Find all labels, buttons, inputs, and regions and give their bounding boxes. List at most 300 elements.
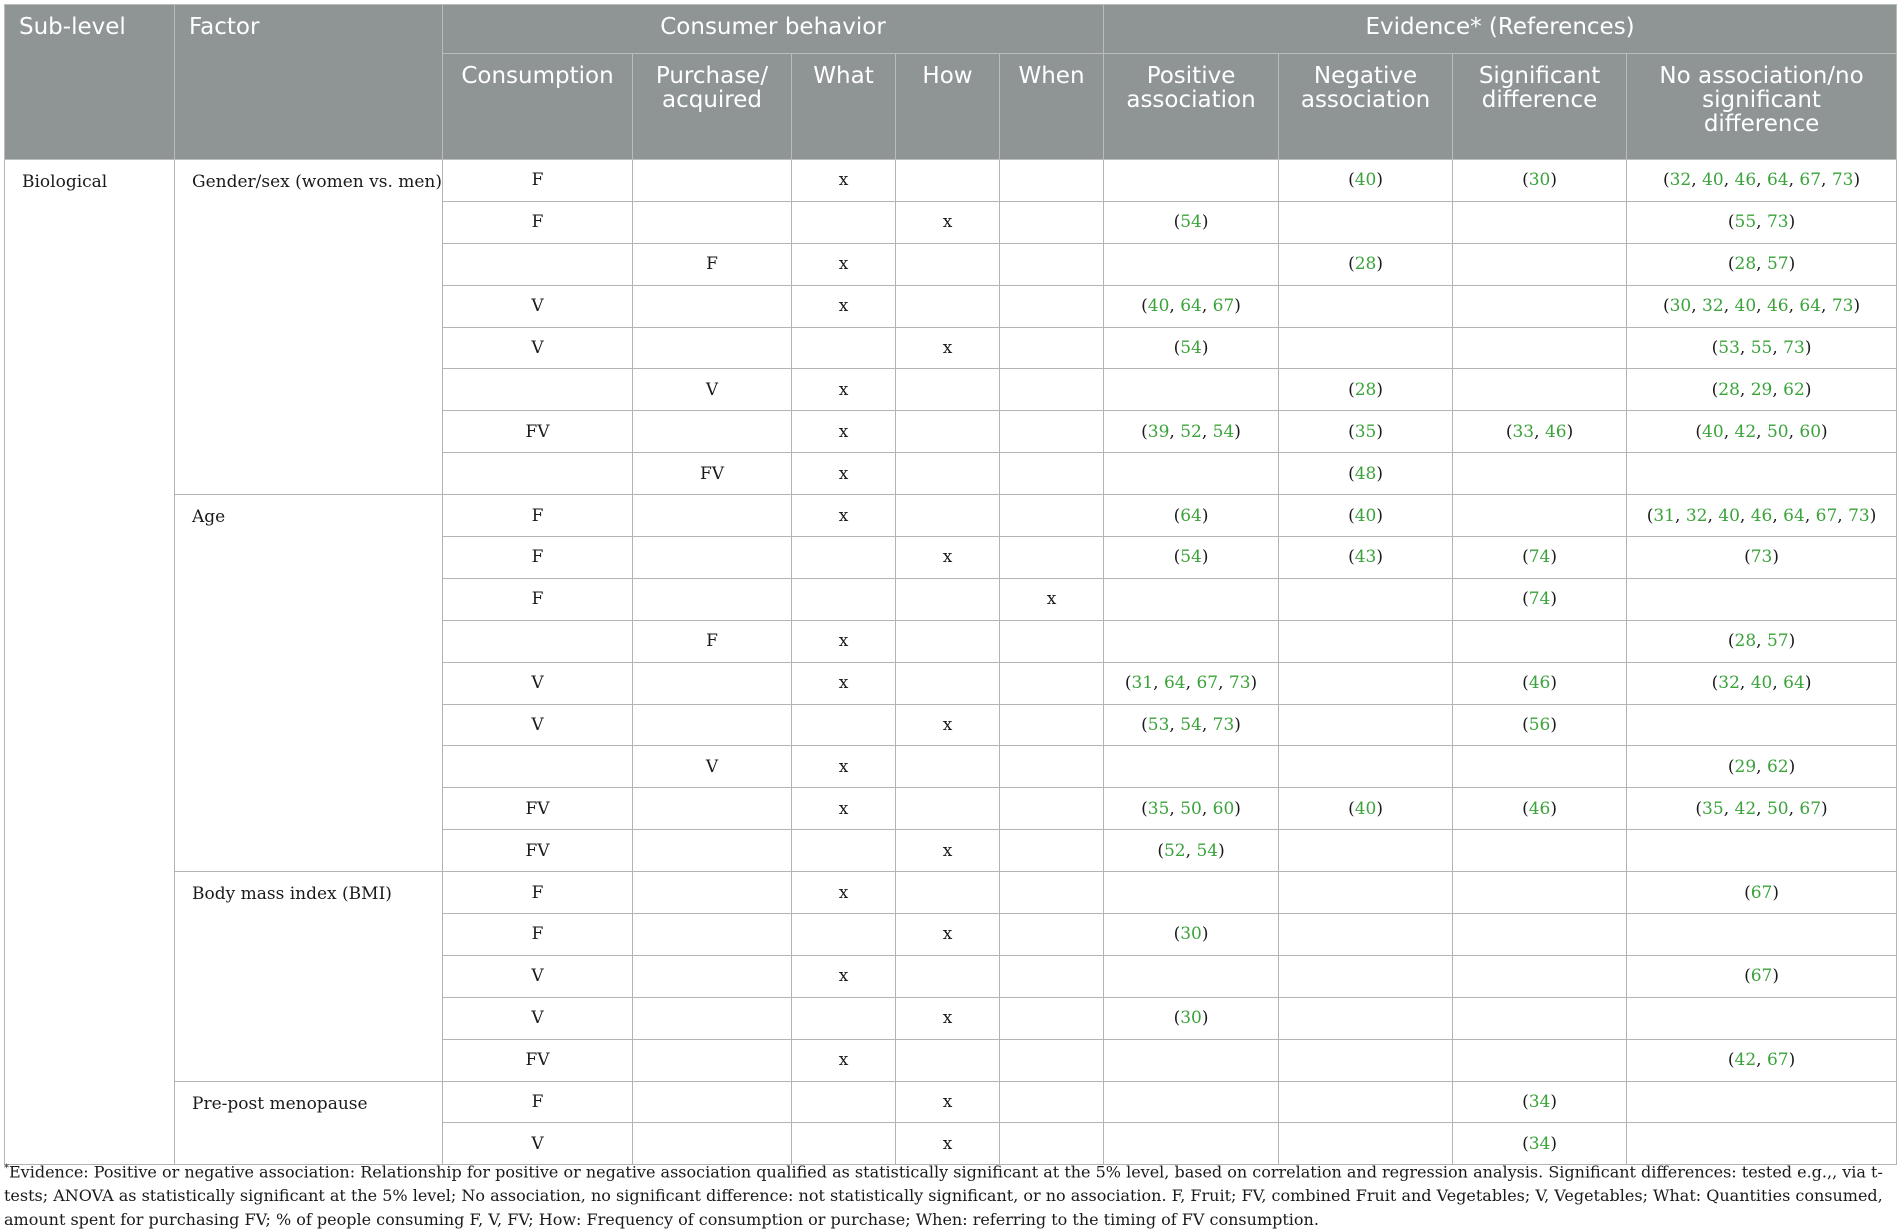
negative-cell — [1279, 578, 1453, 620]
when-cell — [1000, 243, 1104, 285]
reference-link[interactable]: 67 — [1766, 1050, 1789, 1071]
consumption-cell: V — [443, 662, 633, 704]
positive-cell — [1104, 243, 1279, 285]
consumption-cell: F — [443, 578, 633, 620]
none-cell: (35, 42, 50, 67) — [1627, 788, 1897, 830]
reference-link[interactable]: 46 — [1528, 798, 1551, 819]
reference-link[interactable]: 32 — [1718, 673, 1740, 694]
reference-link[interactable]: 73 — [1831, 296, 1854, 317]
consumption-cell: FV — [443, 788, 633, 830]
factor-cell: Pre-post menopause — [175, 1081, 443, 1165]
reference-link[interactable]: 74 — [1528, 589, 1551, 610]
positive-cell — [1104, 578, 1279, 620]
consumption-cell: F — [443, 1081, 633, 1123]
how-cell — [896, 453, 1000, 495]
consumption-cell: V — [443, 955, 633, 997]
what-cell: x — [792, 746, 896, 788]
reference-link[interactable]: 57 — [1766, 254, 1789, 275]
positive-cell — [1104, 453, 1279, 495]
reference-link[interactable]: 56 — [1528, 715, 1551, 736]
significant-cell: (56) — [1453, 704, 1627, 746]
purchase-cell — [633, 914, 792, 956]
reference-link[interactable]: 40 — [1750, 673, 1773, 694]
how-cell — [896, 746, 1000, 788]
none-cell: (32, 40, 46, 64, 67, 73) — [1627, 160, 1897, 202]
factor-cell: Age — [175, 495, 443, 872]
header-negative-line1: Negative — [1313, 63, 1418, 89]
when-cell — [1000, 411, 1104, 453]
reference-link[interactable]: 57 — [1766, 631, 1789, 652]
reference-link[interactable]: 33 — [1512, 421, 1535, 442]
reference-link[interactable]: 43 — [1354, 547, 1377, 568]
none-cell: (42, 67) — [1627, 1039, 1897, 1081]
significant-cell: (34) — [1453, 1123, 1627, 1165]
header-positive-line1: Positive — [1146, 63, 1236, 89]
reference-link[interactable]: 64 — [1163, 673, 1186, 694]
purchase-cell: F — [633, 243, 792, 285]
what-cell: x — [792, 788, 896, 830]
reference-link[interactable]: 32 — [1685, 505, 1708, 526]
when-cell — [1000, 201, 1104, 243]
consumption-cell: F — [443, 872, 633, 914]
reference-link[interactable]: 40 — [1354, 798, 1377, 819]
how-cell: x — [896, 1081, 1000, 1123]
reference-link[interactable]: 46 — [1750, 505, 1773, 526]
reference-link[interactable]: 40 — [1702, 170, 1724, 191]
negative-cell — [1279, 1081, 1453, 1123]
positive-cell: (31, 64, 67, 73) — [1104, 662, 1279, 704]
table-row — [5, 495, 1897, 537]
when-cell — [1000, 746, 1104, 788]
consumption-cell — [443, 369, 633, 411]
purchase-cell — [633, 578, 792, 620]
positive-cell — [1104, 1081, 1279, 1123]
when-cell — [1000, 453, 1104, 495]
header-no-association — [1627, 54, 1897, 160]
how-cell: x — [896, 327, 1000, 369]
reference-link[interactable]: 62 — [1783, 379, 1805, 400]
reference-link[interactable]: 60 — [1799, 421, 1822, 442]
how-cell — [896, 620, 1000, 662]
reference-link[interactable]: 31 — [1653, 505, 1675, 526]
positive-cell — [1104, 955, 1279, 997]
positive-cell: (35, 50, 60) — [1104, 788, 1279, 830]
when-cell: x — [1000, 578, 1104, 620]
positive-cell: (39, 52, 54) — [1104, 411, 1279, 453]
when-cell — [1000, 872, 1104, 914]
how-cell: x — [896, 201, 1000, 243]
negative-cell — [1279, 285, 1453, 327]
significant-cell — [1453, 285, 1627, 327]
reference-link[interactable]: 48 — [1354, 463, 1377, 484]
how-cell: x — [896, 1123, 1000, 1165]
reference-link[interactable]: 73 — [1831, 170, 1854, 191]
purchase-cell — [633, 1081, 792, 1123]
purchase-cell — [633, 201, 792, 243]
significant-cell — [1453, 914, 1627, 956]
negative-cell: (40) — [1279, 160, 1453, 202]
purchase-cell — [633, 1039, 792, 1081]
what-cell: x — [792, 369, 896, 411]
what-cell — [792, 578, 896, 620]
reference-link[interactable]: 67 — [1799, 170, 1822, 191]
negative-cell: (35) — [1279, 411, 1453, 453]
header-significant-line2: difference — [1481, 87, 1598, 113]
purchase-cell — [633, 662, 792, 704]
header-how: How — [896, 54, 1000, 160]
reference-link[interactable]: 64 — [1799, 296, 1822, 317]
reference-link[interactable]: 67 — [1799, 798, 1822, 819]
reference-link[interactable]: 52 — [1180, 421, 1202, 442]
reference-link[interactable]: 28 — [1354, 379, 1377, 400]
reference-link[interactable]: 42 — [1734, 798, 1757, 819]
header-consumer-behavior: Consumer behavior — [443, 5, 1104, 54]
reference-link[interactable]: 54 — [1180, 715, 1202, 736]
consumption-cell: V — [443, 997, 633, 1039]
consumption-cell — [443, 453, 633, 495]
reference-link[interactable]: 39 — [1147, 421, 1170, 442]
purchase-cell — [633, 327, 792, 369]
reference-link[interactable]: 40 — [1354, 505, 1377, 526]
none-cell: (67) — [1627, 872, 1897, 914]
consumption-cell — [443, 620, 633, 662]
consumption-cell: FV — [443, 1039, 633, 1081]
none-cell: (73) — [1627, 537, 1897, 579]
when-cell — [1000, 160, 1104, 202]
how-cell — [896, 1039, 1000, 1081]
reference-link[interactable]: 54 — [1212, 421, 1235, 442]
header-significant — [1453, 54, 1627, 160]
significant-cell — [1453, 746, 1627, 788]
what-cell: x — [792, 662, 896, 704]
reference-link[interactable]: 42 — [1734, 1050, 1757, 1071]
consumption-cell — [443, 243, 633, 285]
when-cell — [1000, 955, 1104, 997]
table-row — [5, 160, 1897, 202]
reference-link[interactable]: 32 — [1669, 170, 1692, 191]
reference-link[interactable]: 35 — [1702, 798, 1724, 819]
reference-link[interactable]: 67 — [1196, 673, 1219, 694]
significant-cell: (46) — [1453, 788, 1627, 830]
reference-link[interactable]: 64 — [1180, 505, 1202, 526]
reference-link[interactable]: 29 — [1734, 756, 1757, 777]
reference-link[interactable]: 67 — [1815, 505, 1838, 526]
reference-link[interactable]: 50 — [1766, 421, 1789, 442]
significant-cell — [1453, 243, 1627, 285]
none-cell — [1627, 830, 1897, 872]
table-body — [5, 160, 1897, 1165]
header-significant-line1: Significant — [1478, 63, 1601, 89]
table-row — [5, 872, 1897, 914]
reference-link[interactable]: 28 — [1734, 631, 1757, 652]
reference-link[interactable]: 28 — [1354, 254, 1377, 275]
reference-link[interactable]: 40 — [1702, 421, 1724, 442]
positive-cell — [1104, 872, 1279, 914]
when-cell — [1000, 369, 1104, 411]
how-cell — [896, 955, 1000, 997]
how-cell — [896, 285, 1000, 327]
reference-link[interactable]: 60 — [1212, 798, 1235, 819]
none-cell — [1627, 914, 1897, 956]
significant-cell — [1453, 997, 1627, 1039]
how-cell — [896, 369, 1000, 411]
reference-link[interactable]: 40 — [1354, 170, 1377, 191]
consumption-cell: V — [443, 327, 633, 369]
none-cell: (53, 55, 73) — [1627, 327, 1897, 369]
reference-link[interactable]: 55 — [1734, 212, 1757, 233]
reference-link[interactable]: 29 — [1750, 379, 1773, 400]
factor-cell: Body mass index (BMI) — [175, 872, 443, 1081]
none-cell: (40, 42, 50, 60) — [1627, 411, 1897, 453]
reference-link[interactable]: 40 — [1718, 505, 1740, 526]
none-cell: (31, 32, 40, 46, 64, 67, 73) — [1627, 495, 1897, 537]
reference-link[interactable]: 64 — [1180, 296, 1202, 317]
negative-cell — [1279, 955, 1453, 997]
significant-cell: (74) — [1453, 578, 1627, 620]
how-cell — [896, 788, 1000, 830]
negative-cell: (28) — [1279, 369, 1453, 411]
how-cell — [896, 578, 1000, 620]
header-negative-line2: association — [1300, 87, 1431, 113]
header-sub-level: Sub-level — [5, 5, 175, 160]
reference-link[interactable]: 54 — [1180, 547, 1202, 568]
what-cell: x — [792, 955, 896, 997]
positive-cell — [1104, 369, 1279, 411]
reference-link[interactable]: 54 — [1196, 840, 1219, 861]
reference-link[interactable]: 50 — [1180, 798, 1202, 819]
header-positive — [1104, 54, 1279, 160]
reference-link[interactable]: 53 — [1147, 715, 1170, 736]
what-cell — [792, 914, 896, 956]
consumption-cell: FV — [443, 411, 633, 453]
positive-cell: (54) — [1104, 537, 1279, 579]
reference-link[interactable]: 40 — [1734, 296, 1757, 317]
reference-link[interactable]: 42 — [1734, 421, 1757, 442]
reference-link[interactable]: 73 — [1766, 212, 1789, 233]
reference-link[interactable]: 62 — [1766, 756, 1789, 777]
positive-cell — [1104, 620, 1279, 662]
positive-cell: (40, 64, 67) — [1104, 285, 1279, 327]
sub-level-cell: Biological — [5, 160, 175, 1165]
when-cell — [1000, 620, 1104, 662]
reference-link[interactable]: 50 — [1766, 798, 1789, 819]
reference-link[interactable]: 34 — [1528, 1092, 1551, 1113]
significant-cell — [1453, 1039, 1627, 1081]
purchase-cell: V — [633, 746, 792, 788]
consumption-cell: F — [443, 495, 633, 537]
purchase-cell — [633, 160, 792, 202]
reference-link[interactable]: 67 — [1212, 296, 1235, 317]
how-cell: x — [896, 537, 1000, 579]
positive-cell — [1104, 746, 1279, 788]
positive-cell: (53, 54, 73) — [1104, 704, 1279, 746]
reference-link[interactable]: 67 — [1750, 966, 1773, 987]
significant-cell: (33, 46) — [1453, 411, 1627, 453]
negative-cell — [1279, 327, 1453, 369]
none-cell: (29, 62) — [1627, 746, 1897, 788]
purchase-cell: F — [633, 620, 792, 662]
header-noassoc-line3: difference — [1703, 111, 1820, 137]
how-cell: x — [896, 914, 1000, 956]
footnote-marker: * — [4, 1163, 9, 1174]
what-cell — [792, 704, 896, 746]
header-row-top — [5, 5, 1897, 54]
header-purchase-line1: Purchase/ — [655, 63, 769, 89]
how-cell — [896, 495, 1000, 537]
negative-cell — [1279, 201, 1453, 243]
negative-cell — [1279, 704, 1453, 746]
what-cell: x — [792, 243, 896, 285]
purchase-cell — [633, 955, 792, 997]
reference-link[interactable]: 28 — [1734, 254, 1757, 275]
positive-cell: (52, 54) — [1104, 830, 1279, 872]
table-row — [5, 1081, 1897, 1123]
what-cell: x — [792, 453, 896, 495]
purchase-cell — [633, 495, 792, 537]
when-cell — [1000, 495, 1104, 537]
purchase-cell — [633, 788, 792, 830]
none-cell: (28, 29, 62) — [1627, 369, 1897, 411]
reference-link[interactable]: 64 — [1783, 673, 1805, 694]
purchase-cell: V — [633, 369, 792, 411]
negative-cell: (40) — [1279, 495, 1453, 537]
none-cell: (28, 57) — [1627, 620, 1897, 662]
purchase-cell — [633, 872, 792, 914]
header-when: When — [1000, 54, 1104, 160]
negative-cell: (40) — [1279, 788, 1453, 830]
purchase-cell — [633, 704, 792, 746]
significant-cell — [1453, 201, 1627, 243]
reference-link[interactable]: 53 — [1718, 338, 1740, 358]
when-cell — [1000, 704, 1104, 746]
consumption-cell: V — [443, 704, 633, 746]
what-cell — [792, 201, 896, 243]
reference-link[interactable]: 52 — [1163, 840, 1186, 861]
negative-cell — [1279, 746, 1453, 788]
when-cell — [1000, 997, 1104, 1039]
reference-link[interactable]: 55 — [1750, 338, 1773, 358]
reference-link[interactable]: 54 — [1180, 212, 1202, 233]
reference-link[interactable]: 34 — [1528, 1133, 1551, 1154]
header-evidence: Evidence* (References) — [1104, 5, 1897, 54]
reference-link[interactable]: 64 — [1766, 170, 1789, 191]
reference-link[interactable]: 30 — [1528, 170, 1551, 191]
reference-link[interactable]: 31 — [1131, 673, 1154, 694]
table-container — [4, 4, 1896, 1165]
reference-link[interactable]: 32 — [1702, 296, 1724, 317]
reference-link[interactable]: 28 — [1718, 379, 1740, 400]
header-purchase-line2: acquired — [661, 87, 762, 113]
reference-link[interactable]: 35 — [1354, 421, 1377, 442]
reference-link[interactable]: 73 — [1228, 673, 1251, 694]
header-noassoc-line1: No association/no — [1659, 63, 1864, 89]
none-cell — [1627, 704, 1897, 746]
what-cell — [792, 1081, 896, 1123]
negative-cell — [1279, 1039, 1453, 1081]
reference-link[interactable]: 46 — [1528, 673, 1551, 694]
reference-link[interactable]: 73 — [1848, 505, 1870, 526]
significant-cell — [1453, 830, 1627, 872]
none-cell: (55, 73) — [1627, 201, 1897, 243]
reference-link[interactable]: 64 — [1783, 505, 1805, 526]
reference-link[interactable]: 30 — [1669, 296, 1692, 317]
negative-cell — [1279, 830, 1453, 872]
significant-cell — [1453, 327, 1627, 369]
what-cell: x — [792, 620, 896, 662]
header-noassoc-line2: significant — [1702, 87, 1821, 113]
what-cell: x — [792, 411, 896, 453]
none-cell: (30, 32, 40, 46, 64, 73) — [1627, 285, 1897, 327]
reference-link[interactable]: 67 — [1750, 882, 1773, 903]
significant-cell — [1453, 495, 1627, 537]
reference-link[interactable]: 73 — [1783, 338, 1805, 358]
when-cell — [1000, 914, 1104, 956]
none-cell: (67) — [1627, 955, 1897, 997]
reference-link[interactable]: 35 — [1147, 798, 1170, 819]
consumption-cell — [443, 746, 633, 788]
reference-link[interactable]: 46 — [1544, 421, 1567, 442]
how-cell: x — [896, 704, 1000, 746]
negative-cell: (48) — [1279, 453, 1453, 495]
none-cell — [1627, 453, 1897, 495]
significant-cell — [1453, 872, 1627, 914]
consumption-cell: F — [443, 914, 633, 956]
reference-link[interactable]: 30 — [1180, 1008, 1202, 1029]
evidence-table — [4, 4, 1897, 1165]
reference-link[interactable]: 46 — [1766, 296, 1789, 317]
when-cell — [1000, 662, 1104, 704]
reference-link[interactable]: 40 — [1147, 296, 1170, 317]
reference-link[interactable]: 54 — [1180, 338, 1202, 358]
none-cell — [1627, 578, 1897, 620]
significant-cell — [1453, 955, 1627, 997]
none-cell — [1627, 997, 1897, 1039]
negative-cell — [1279, 620, 1453, 662]
positive-cell: (54) — [1104, 201, 1279, 243]
negative-cell — [1279, 914, 1453, 956]
negative-cell: (28) — [1279, 243, 1453, 285]
none-cell: (32, 40, 64) — [1627, 662, 1897, 704]
reference-link[interactable]: 74 — [1528, 547, 1551, 568]
footnote — [4, 1157, 1894, 1232]
reference-link[interactable]: 30 — [1180, 924, 1202, 945]
significant-cell — [1453, 453, 1627, 495]
significant-cell: (34) — [1453, 1081, 1627, 1123]
when-cell — [1000, 1039, 1104, 1081]
purchase-cell — [633, 537, 792, 579]
positive-cell: (64) — [1104, 495, 1279, 537]
reference-link[interactable]: 73 — [1212, 715, 1235, 736]
reference-link[interactable]: 46 — [1734, 170, 1757, 191]
how-cell — [896, 662, 1000, 704]
what-cell — [792, 830, 896, 872]
purchase-cell: FV — [633, 453, 792, 495]
how-cell: x — [896, 830, 1000, 872]
reference-link[interactable]: 73 — [1750, 547, 1773, 568]
header-consumption: Consumption — [443, 54, 633, 160]
when-cell — [1000, 285, 1104, 327]
positive-cell — [1104, 160, 1279, 202]
purchase-cell — [633, 830, 792, 872]
consumption-cell: FV — [443, 830, 633, 872]
what-cell: x — [792, 1039, 896, 1081]
significant-cell — [1453, 620, 1627, 662]
negative-cell — [1279, 997, 1453, 1039]
consumption-cell: F — [443, 537, 633, 579]
footnote-text: Evidence: Positive or negative association: Relationship for positive or negative association qualified as statistically significant at the 5% level, based on correlation and regression analysis. Significant differences: tested e.g.,, via t-tests; ANOVA as statistically significant at the 5% level; No association, no significant difference: not statistically significant, or no association. F, Fruit; FV, combined Fruit and Vegetables; V, Vegetables; What: Quantities consumed, amount spent for purchasing FV; % of people consuming F, V, FV; How: Frequency of consumption or purchase; When: referring to the timing of FV consumption. — [4, 1162, 1883, 1230]
none-cell — [1627, 1081, 1897, 1123]
positive-cell: (30) — [1104, 914, 1279, 956]
